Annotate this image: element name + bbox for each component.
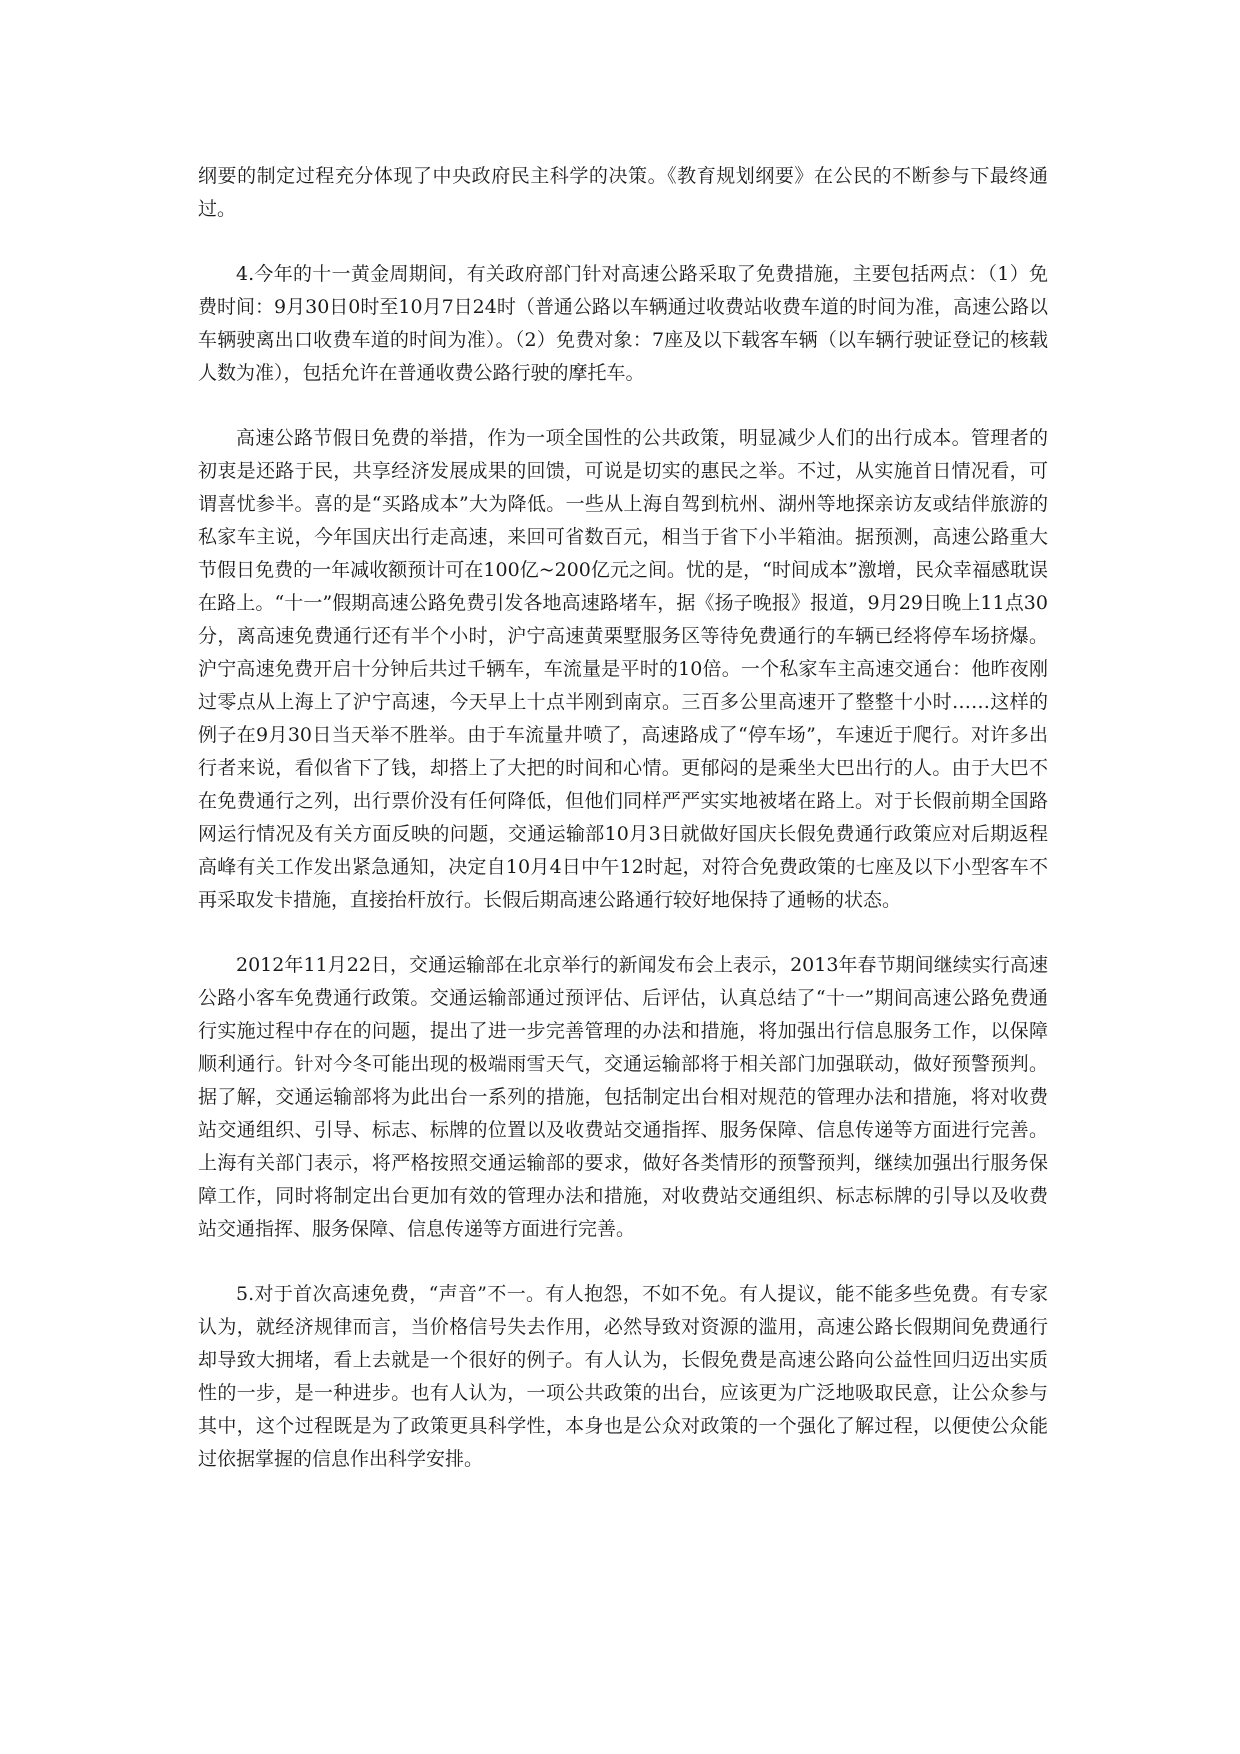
document-page [198, 160, 1048, 1508]
paragraph-item-5: 5.对于首次高速免费，“声音”不一。有人抱怨，不如不免。有人提议，能不能多些免费。有专家认为，就经济规律而言，当价格信号失去作用，必然导致对资源的滥用，高速公路长假期间免费通行却导致大拥堵，看上去就是一个很好的例子。有人认为，长假免费是高速公路向公益性回归迈出实质性的一步，是一种进步。也有人认为，一项公共政策的出台，应该更为广泛地吸取民意，让公众参与其中，这个过程既是为了政策更具科学性，本身也是公众对政策的一个强化了解过程，以便使公众能过依据掌握的信息作出科学安排。 [198, 1283, 1048, 1470]
paragraph-item-4: 4.今年的十一黄金周期间，有关政府部门针对高速公路采取了免费措施，主要包括两点：（1）免费时间：9月30日0时至10月7日24时（普通公路以车辆通过收费站收费车道的时间为准，高速公路以车辆驶离出口收费车道的时间为准）。（2）免费对象：7座及以下载客车辆（以车辆行驶证登记的核载人数为准），包括允许在普通收费公路行驶的摩托车。 [198, 263, 1048, 384]
paragraph-highway-free-policy: 高速公路节假日免费的举措，作为一项全国性的公共政策，明显减少人们的出行成本。管理者的初衷是还路于民，共享经济发展成果的回馈，可说是切实的惠民之举。不过，从实施首日情况看，可谓喜忧参半。喜的是“买路成本”大为降低。一些从上海自驾到杭州、湖州等地探亲访友或结伴旅游的私家车主说，今年国庆出行走高速，来回可省数百元，相当于省下小半箱油。据预测，高速公路重大节假日免费的一年减收额预计可在100亿~200亿元之间。忧的是，“时间成本”激增，民众幸福感耽误在路上。“十一”假期高速公路免费引发各地高速路堵车，据《扬子晚报》报道，9月29日晚上11点30分，离高速免费通行还有半个小时，沪宁高速黄栗墅服务区等待免费通行的车辆已经将停车场挤爆。沪宁高速免费开启十分钟后共过千辆车，车流量是平时的10倍。一个私家车主高速交通台：他昨夜刚过零点从上海上了沪宁高速，今天早上十点半刚到南京。三百多公里高速开了整整十小时……这样的例子在9月30日当天举不胜举。由于车流量井喷了，高速路成了“停车场”，车速近于爬行。对许多出行者来说，看似省下了钱，却搭上了大把的时间和心情。更郁闷的是乘坐大巴出行的人。由于大巴不在免费通行之列，出行票价没有任何降低，但他们同样严严实实地被堵在路上。对于长假前期全国路网运行情况及有关方面反映的问题，交通运输部10月3日就做好国庆长假免费通行政策应对后期返程高峰有关工作发出紧急通知，决定自10月4日中午12时起，对符合免费政策的七座及以下小型客车不再采取发卡措施，直接抬杆放行。长假后期高速公路通行较好地保持了通畅的状态。 [198, 427, 1048, 911]
paragraph-continuation: 纲要的制定过程充分体现了中央政府民主科学的决策。《教育规划纲要》在公民的不断参与下最终通过。 [198, 165, 1048, 220]
paragraph-ministry-announcement: 2012年11月22日，交通运输部在北京举行的新闻发布会上表示，2013年春节期间继续实行高速公路小客车免费通行政策。交通运输部通过预评估、后评估，认真总结了“十一”期间高速公路免费通行实施过程中存在的问题，提出了进一步完善管理的办法和措施，将加强出行信息服务工作，以保障顺利通行。针对今冬可能出现的极端雨雪天气，交通运输部将于相关部门加强联动，做好预警预判。据了解，交通运输部将为此出台一系列的措施，包括制定出台相对规范的管理办法和措施，将对收费站交通组织、引导、标志、标牌的位置以及收费站交通指挥、服务保障、信息传递等方面进行完善。上海有关部门表示，将严格按照交通运输部的要求，做好各类情形的预警预判，继续加强出行服务保障工作，同时将制定出台更加有效的管理办法和措施，对收费站交通组织、标志标牌的引导以及收费站交通指挥、服务保障、信息传递等方面进行完善。 [198, 954, 1048, 1240]
